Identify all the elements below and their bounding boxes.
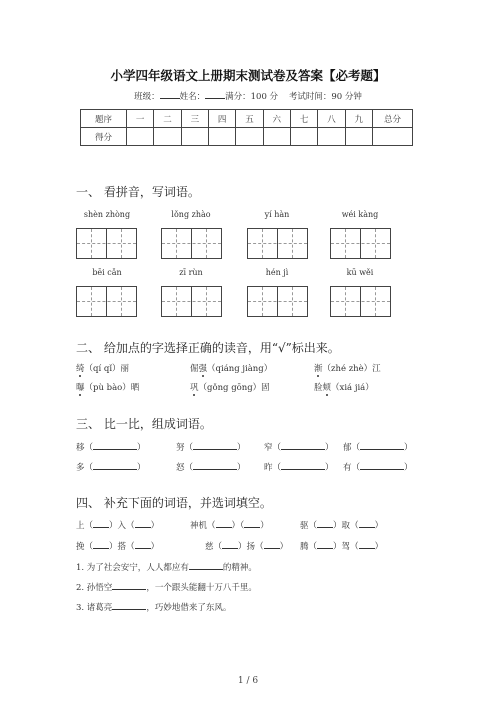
compare-item[interactable]: 窄（ ） [264,440,334,453]
score-input[interactable] [127,128,154,146]
idiom-item[interactable]: 挽（ ）搭（ ） [76,539,159,552]
pinyin-options: （xiá jiá） [331,383,374,393]
dotted-char: 渐 [314,364,323,374]
dotted-char: 曝 [76,383,85,393]
char: 窄 [264,443,273,453]
answer-blank[interactable] [281,440,325,450]
score-input[interactable] [345,128,372,146]
reading-choice[interactable] [314,381,374,393]
dotted-char: 巩 [190,383,199,393]
answer-blank[interactable] [359,518,375,528]
idiom-part: 慈 [205,542,214,552]
pinyin-label: lǒng zhào [171,210,211,219]
answer-blank[interactable] [93,440,137,450]
compare-item[interactable]: 多（ ） [76,460,146,473]
fill-sentence [76,580,257,593]
char: 郁 [343,443,352,453]
score-cell: 得分 [81,128,127,146]
compare-item[interactable]: 努（ ） [176,440,246,453]
answer-blank[interactable] [112,600,146,610]
exam-info [0,89,496,102]
answer-blank[interactable] [244,518,260,528]
idiom-part: 驾 [341,542,351,552]
answer-blank[interactable] [189,560,223,570]
score-cell: 七 [290,110,317,128]
idiom-part: 取 [341,521,351,531]
score-cell: 五 [236,110,263,128]
sentence-text: 1. 为了社会安宁，人人都应有 [76,563,189,573]
fill-sentence [76,560,257,573]
pinyin-label: shèn zhòng [83,210,131,219]
score-value-row [81,128,413,146]
pinyin-options: （qiáng jiàng） [207,364,273,374]
score-input[interactable] [181,128,208,146]
idiom-item[interactable]: 神机（ ）（ ） [190,518,269,531]
score-cell: 四 [208,110,235,128]
score-header-row [81,110,413,128]
reading-choice[interactable] [314,362,381,374]
answer-blank[interactable] [222,539,238,549]
idiom-part: 入 [117,521,127,531]
pinyin-options: （zhé zhè）江 [322,364,381,374]
score-cell: 总分 [373,110,413,128]
score-input[interactable] [263,128,290,146]
score-cell: 九 [345,110,372,128]
pinyin-options: （qí qǐ）丽 [84,364,130,374]
class-blank[interactable] [160,89,180,99]
char: 昨 [264,463,273,473]
score-cell: 六 [263,110,290,128]
reading-choice[interactable] [76,381,139,393]
score-input[interactable] [208,128,235,146]
item-text: 脸 [314,383,323,393]
idiom-item[interactable]: 驱（ ）取（ ） [300,518,383,531]
idiom-item[interactable]: 上（ ）入（ ） [76,518,159,531]
answer-blank[interactable] [281,460,325,470]
name-blank[interactable] [205,89,225,99]
sentence-text: ，巧妙地借来了东风。 [146,603,232,613]
reading-choice[interactable] [190,381,270,393]
tianzige-box[interactable] [330,228,391,259]
answer-blank[interactable] [112,580,146,590]
score-table [80,109,413,146]
class-label: 班级： [134,92,160,102]
char: 努 [176,443,185,453]
answer-blank[interactable] [193,440,237,450]
compare-item[interactable]: 郁（ ） [343,440,413,453]
answer-blank[interactable] [360,460,404,470]
char: 怒 [176,463,185,473]
score-cell: 一 [127,110,154,128]
pinyin-label: wéi kàng [341,210,379,219]
idiom-part: 扬 [246,542,256,552]
compare-item[interactable]: 有（ ） [343,460,413,473]
score-input[interactable] [236,128,263,146]
idiom-part: 上 [76,521,85,531]
score-input[interactable] [290,128,317,146]
tianzige-box[interactable] [330,286,391,317]
answer-blank[interactable] [93,539,109,549]
tianzige-box[interactable] [247,228,308,259]
answer-blank[interactable] [264,539,280,549]
score-cell: 题序 [81,110,127,128]
page-number: 1 / 6 [237,676,259,686]
score-cell: 八 [318,110,345,128]
score-input[interactable] [154,128,181,146]
section-1-heading: 一、 看拼音，写词语。 [76,185,200,199]
pinyin-label: kū wěi [346,268,374,277]
answer-blank[interactable] [135,518,151,528]
pinyin-label: zī rùn [179,268,203,277]
section-2-heading: 二、 给加点的字选择正确的读音，用“√”标出来。 [76,341,340,355]
idiom-part: 驱 [300,521,309,531]
pinyin-options: （gǒng gōng）固 [198,383,270,393]
answer-blank[interactable] [360,440,404,450]
tianzige-box[interactable] [76,228,137,259]
answer-blank[interactable] [317,518,333,528]
page-title: 小学四年级语文上册期末测试卷及答案【必考题】 [110,68,386,83]
char: 移 [76,443,85,453]
idiom-item[interactable]: 慈（ ）扬（ ） [205,539,288,552]
reading-choice[interactable] [76,362,129,374]
tianzige-box[interactable] [247,286,308,317]
pinyin-options: （pù bào）晒 [84,383,140,393]
score-input[interactable] [373,128,413,146]
name-label: 姓名： [179,92,206,102]
answer-blank[interactable] [193,460,237,470]
idiom-item[interactable]: 腾（ ）驾（ ） [300,539,383,552]
compare-item[interactable]: 昨（ ） [264,460,334,473]
idiom-part: 腾 [300,542,309,552]
tianzige-box[interactable] [161,286,222,317]
score-cell: 二 [154,110,181,128]
compare-item[interactable]: 移（ ） [76,440,146,453]
sentence-text: ，一个跟头能翻十万八千里。 [146,583,257,593]
idiom-part: 搭 [117,542,127,552]
dotted-char: 颊 [322,383,332,393]
answer-blank[interactable] [317,539,333,549]
reading-choice[interactable] [190,362,272,374]
section-3-heading: 三、 比一比，组成词语。 [76,417,212,431]
answer-blank[interactable] [93,518,109,528]
tianzige-box[interactable] [76,286,137,317]
answer-blank[interactable] [93,460,137,470]
sentence-text: 3. 诸葛亮 [76,603,113,613]
dotted-char: 绮 [76,364,85,374]
idiom-part: 挽 [76,542,85,552]
sentence-text: 的精神。 [222,563,257,573]
item-text: 倔 [190,364,199,374]
full-score: 满分：100 分 [225,92,279,102]
compare-item[interactable]: 怒（ ） [176,460,246,473]
answer-blank[interactable] [216,518,232,528]
score-cell: 三 [181,110,208,128]
tianzige-box[interactable] [161,228,222,259]
pinyin-label: bēi cǎn [92,268,122,277]
char: 有 [343,463,352,473]
score-input[interactable] [318,128,345,146]
dotted-char: 强 [198,364,208,374]
answer-blank[interactable] [135,539,151,549]
exam-time: 考试时间：90 分钟 [288,92,362,102]
fill-sentence [76,600,231,613]
idiom-part: 神机 [190,521,208,531]
pinyin-label: hén jì [265,268,289,277]
char: 多 [76,463,85,473]
pinyin-label: yí hàn [264,210,290,219]
sentence-text: 2. 孙悟空 [76,583,113,593]
section-4-heading: 四、 补充下面的词语，并选词填空。 [76,496,272,510]
answer-blank[interactable] [359,539,375,549]
